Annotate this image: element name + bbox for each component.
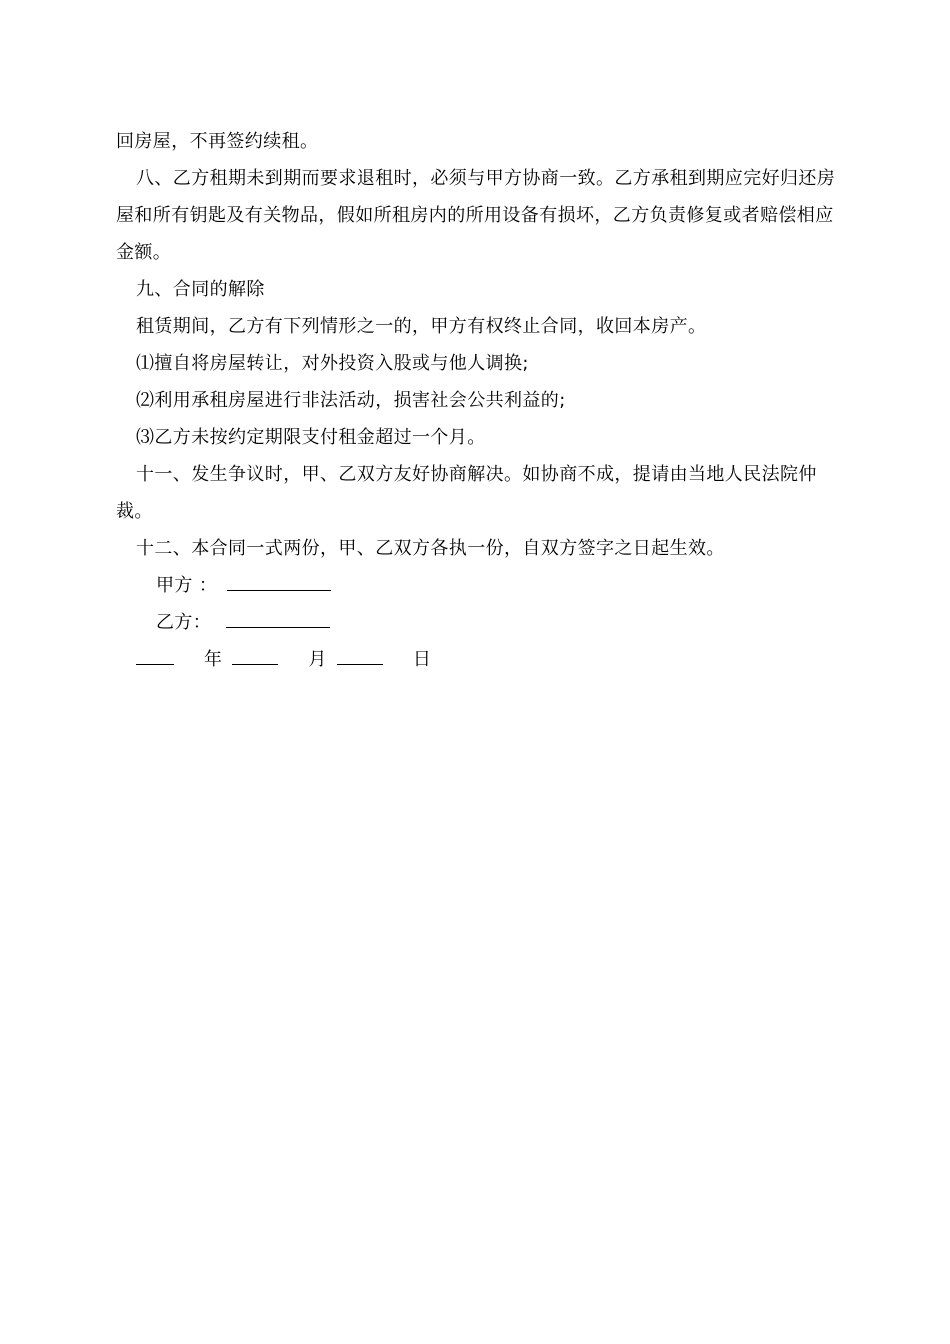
month-blank[interactable] xyxy=(232,646,278,665)
party-a-signature-blank[interactable] xyxy=(227,572,331,591)
termination-intro: 租赁期间，乙方有下列情形之一的，甲方有权终止合同，收回本房产。 xyxy=(136,316,707,337)
date-line xyxy=(116,641,838,678)
termination-item-1: ⑴擅自将房屋转让，对外投资入股或与他人调换; xyxy=(136,353,529,374)
party-b-signature-blank[interactable] xyxy=(226,609,330,628)
clause-eight: 八、乙方租期未到期而要求退租时，必须与甲方协商一致。乙方承租到期应完好归还房屋和所有钥匙及有关物品，假如所租房内的所用设备有损坏，乙方负责修复或者赔偿相应金额。 xyxy=(116,168,836,263)
clause-twelve: 十二、本合同一式两份，甲、乙双方各执一份，自双方签字之日起生效。 xyxy=(136,538,725,559)
year-label: 年 xyxy=(204,649,223,670)
paragraph-continuation: 回房屋，不再签约续租。 xyxy=(116,131,319,152)
year-blank[interactable] xyxy=(136,646,174,665)
party-a-label: 甲方 ： xyxy=(156,575,218,596)
clause-nine-heading: 九、合同的解除 xyxy=(136,279,265,300)
month-label: 月 xyxy=(308,649,327,670)
termination-item-3: ⑶乙方未按约定期限支付租金超过一个月。 xyxy=(136,427,486,448)
clause-eleven: 十一、发生争议时，甲、乙双方友好协商解决。如协商不成，提请由当地人民法院仲裁。 xyxy=(116,464,817,522)
party-a-signature-line xyxy=(116,567,838,604)
termination-item-2: ⑵利用承租房屋进行非法活动，损害社会公共利益的; xyxy=(136,390,566,411)
party-b-label: 乙方： xyxy=(156,612,212,633)
day-blank[interactable] xyxy=(337,646,383,665)
day-label: 日 xyxy=(412,649,432,670)
document-body xyxy=(116,123,838,678)
party-b-signature-line xyxy=(116,604,838,641)
